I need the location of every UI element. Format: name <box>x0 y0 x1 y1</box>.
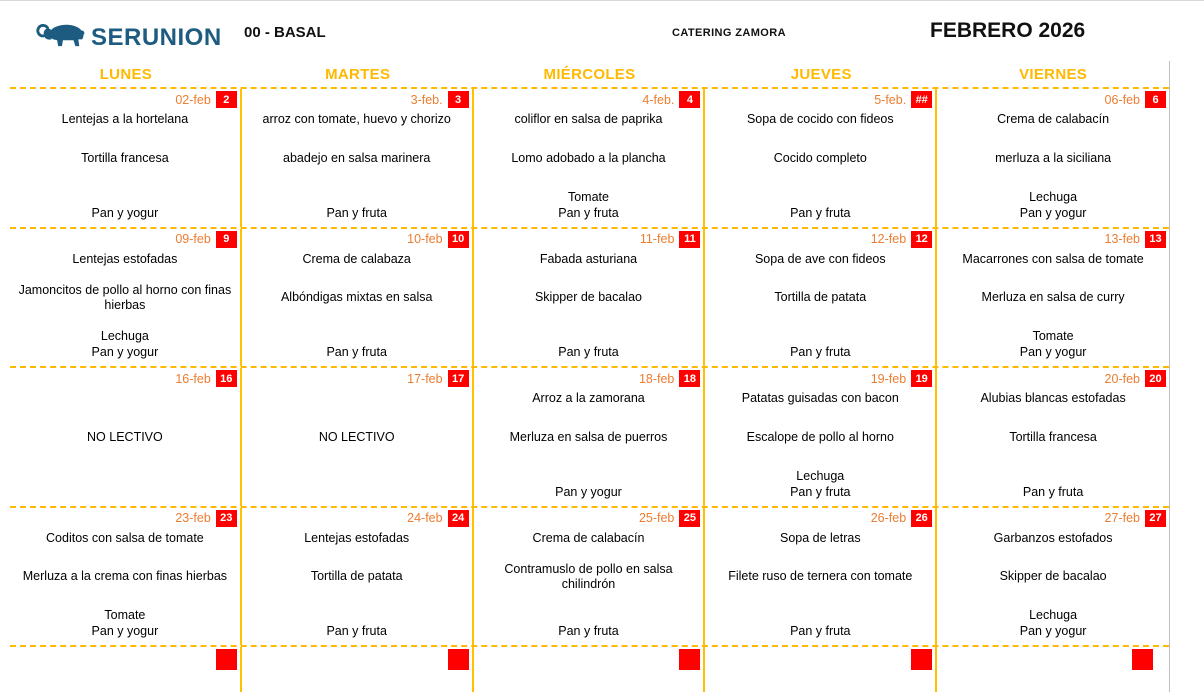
menu-item-dessert: Pan y yogur <box>91 345 159 359</box>
day-number-badge: 16 <box>216 370 237 387</box>
menu-items <box>941 112 1165 222</box>
menu-items <box>478 391 700 501</box>
menu-item-dessert: Pan y yogur <box>91 205 159 220</box>
menu-item-first: Crema de calabacín <box>532 530 645 545</box>
weekday-header-row <box>10 63 1169 89</box>
menu-item-garnish <box>478 608 700 624</box>
date-line <box>407 370 468 387</box>
menu-item-second: Filete ruso de ternera con tomate <box>728 569 913 584</box>
day-cell <box>242 508 474 646</box>
footer-cell <box>474 647 706 692</box>
menu-item-dessert: Pan y fruta <box>558 624 619 638</box>
menu-items <box>14 391 236 501</box>
menu-items <box>246 391 468 501</box>
menu-item-first: Fabada asturiana <box>539 251 638 266</box>
weekday-monday: LUNES <box>99 66 153 83</box>
day-cell <box>10 508 242 646</box>
day-number-badge: 27 <box>1145 510 1166 527</box>
menu-item-second: Contramuslo de pollo en salsa chilindrón <box>504 561 673 592</box>
menu-item-garnish <box>478 469 700 485</box>
menu-item-garnish <box>709 608 931 624</box>
week-row <box>10 229 1169 369</box>
menu-item-first: Sopa de cocido con fideos <box>746 112 894 126</box>
day-number-badge: 17 <box>448 370 469 387</box>
cell-date: 12-feb <box>870 232 907 246</box>
day-cell <box>937 508 1169 646</box>
week-row <box>10 89 1169 229</box>
menu-items <box>709 391 931 501</box>
day-cell <box>10 368 242 506</box>
day-cell <box>242 229 474 367</box>
cell-date: 24-feb <box>407 511 443 525</box>
date-line <box>175 370 236 387</box>
menu-item-dessert <box>14 485 236 501</box>
menu-item-dessert: Pan y fruta <box>326 624 387 638</box>
menu-items <box>246 252 468 362</box>
menu-item-dessert: Pan y yogur <box>1019 624 1087 638</box>
menu-item-first: Sopa de letras <box>779 530 861 545</box>
menu-item-garnish: Tomate <box>567 189 609 204</box>
day-number-badge: 13 <box>1145 231 1166 248</box>
menu-item-garnish: Lechuga <box>1029 608 1078 622</box>
day-number-badge: ## <box>911 91 932 108</box>
cell-date: 4-feb. <box>642 92 675 107</box>
date-line <box>639 510 700 527</box>
footer-marker-row <box>10 647 1169 692</box>
day-cell <box>937 229 1169 367</box>
day-number-badge: 10 <box>448 231 469 248</box>
menu-item-garnish <box>941 469 1165 485</box>
menu-item-first: Patatas guisadas con bacon <box>741 391 899 405</box>
weekday-wednesday: MIÉRCOLES <box>543 66 636 83</box>
day-number-badge: 2 <box>216 91 237 108</box>
menu-item-first: Lentejas a la hortelana <box>61 112 189 126</box>
day-number-badge: 25 <box>679 510 700 527</box>
menu-item-second: NO LECTIVO <box>318 429 395 444</box>
day-number-badge: 12 <box>911 231 932 248</box>
day-number-badge: 11 <box>679 231 700 248</box>
day-number-badge: 23 <box>216 510 237 527</box>
menu-items <box>14 252 236 362</box>
day-number-badge: 6 <box>1145 91 1166 108</box>
weekday-friday: VIERNES <box>1019 66 1088 83</box>
menu-item-garnish <box>14 469 236 485</box>
red-marker-square <box>679 649 700 670</box>
menu-item-second: abadejo en salsa marinera <box>283 150 431 165</box>
cell-date: 13-feb <box>1104 232 1140 246</box>
red-marker-square <box>1132 649 1153 670</box>
menu-item-second: Merluza a la crema con finas hierbas <box>22 569 228 584</box>
menu-item-garnish: Lechuga <box>796 468 845 483</box>
cell-date: 10-feb <box>407 232 443 246</box>
cell-date: 3-feb. <box>410 92 443 107</box>
menu-items <box>709 112 931 222</box>
menu-items <box>941 391 1165 501</box>
cell-date: 25-feb <box>638 511 675 525</box>
menu-item-garnish <box>709 190 931 206</box>
date-line <box>1105 510 1166 527</box>
menu-item-dessert: Pan y fruta <box>326 345 387 359</box>
menu-item-second: Merluza en salsa de curry <box>981 290 1125 305</box>
week-row <box>10 508 1169 648</box>
menu-item-dessert: Pan y fruta <box>1022 484 1084 499</box>
cell-date: 09-feb <box>175 232 211 246</box>
menu-item-garnish <box>709 329 931 345</box>
menu-item-first: Coditos con salsa de tomate <box>46 530 204 545</box>
serunion-logo <box>36 19 222 57</box>
day-cell <box>474 229 706 367</box>
day-cell <box>705 368 937 506</box>
menu-item-first: Sopa de ave con fideos <box>754 251 886 266</box>
day-cell <box>705 229 937 367</box>
day-number-badge: 18 <box>679 370 700 387</box>
date-line <box>175 510 236 527</box>
day-cell <box>705 89 937 227</box>
day-cell <box>937 89 1169 227</box>
menu-item-first: coliflor en salsa de paprika <box>514 112 663 126</box>
menu-items <box>709 252 931 362</box>
date-line <box>1105 370 1166 387</box>
day-number-badge: 20 <box>1145 370 1166 387</box>
month-title: FEBRERO 2026 <box>930 19 1086 42</box>
menu-item-garnish <box>478 329 700 345</box>
cell-date: 19-feb <box>870 371 907 386</box>
weeks-container <box>10 89 1169 647</box>
menu-item-first: Alubias blancas estofadas <box>980 391 1126 405</box>
menu-item-first: Lentejas estofadas <box>304 530 410 545</box>
menu-item-garnish: Tomate <box>1032 329 1074 343</box>
date-line <box>411 91 469 108</box>
menu-item-second: Escalope de pollo al horno <box>746 429 894 444</box>
date-line <box>175 231 236 248</box>
menu-item-second: Tortilla francesa <box>1009 429 1097 444</box>
date-line <box>407 510 468 527</box>
footer-cell <box>242 647 474 692</box>
cell-date: 23-feb <box>175 511 211 525</box>
date-line <box>639 370 700 387</box>
menu-item-second: Skipper de bacalao <box>534 290 642 305</box>
menu-items <box>941 252 1165 362</box>
date-line <box>642 91 700 108</box>
menu-item-first: Arroz a la zamorana <box>532 391 645 405</box>
menu-items <box>941 531 1165 641</box>
footer-cell <box>10 647 242 692</box>
menu-items <box>478 531 700 641</box>
cell-date: 02-feb <box>175 92 211 107</box>
menu-item-first: Lentejas estofadas <box>72 251 178 266</box>
menu-item-garnish: Lechuga <box>1029 189 1078 204</box>
day-cell <box>10 229 242 367</box>
date-line <box>871 510 932 527</box>
menu-item-first <box>14 391 236 407</box>
cell-date: 11-feb <box>639 232 675 246</box>
menu-item-second: Tortilla de patata <box>310 569 403 584</box>
cell-date: 5-feb. <box>874 92 907 107</box>
cell-date: 18-feb <box>638 371 675 386</box>
menu-item-garnish <box>246 329 468 345</box>
menu-items <box>709 531 931 641</box>
menu-item-second: Jamoncitos de pollo al horno con finas hierbas <box>18 282 232 313</box>
day-number-badge: 24 <box>448 510 469 527</box>
menu-item-dessert: Pan y yogur <box>1019 205 1087 220</box>
catering-site-label: CATERING ZAMORA <box>672 27 786 39</box>
menu-item-dessert: Pan y fruta <box>790 345 851 359</box>
date-line <box>874 91 932 108</box>
menu-item-dessert: Pan y fruta <box>790 624 851 638</box>
cell-date: 20-feb <box>1104 371 1140 386</box>
cell-date: 17-feb <box>407 371 443 386</box>
menu-grid <box>10 63 1169 692</box>
menu-items <box>478 112 700 222</box>
date-line <box>407 231 468 248</box>
cell-date: 16-feb <box>175 371 211 386</box>
bull-icon <box>36 19 86 57</box>
menu-item-garnish: Lechuga <box>100 329 149 343</box>
day-cell <box>937 368 1169 506</box>
print-area-edge-line <box>1169 61 1170 692</box>
menu-item-second: Lomo adobado a la plancha <box>511 150 666 165</box>
menu-item-second: NO LECTIVO <box>87 429 163 444</box>
menu-item-garnish: Tomate <box>104 608 146 622</box>
red-marker-square <box>911 649 932 670</box>
day-cell <box>10 89 242 227</box>
day-cell <box>474 89 706 227</box>
date-line <box>871 370 932 387</box>
menu-item-second: Tortilla francesa <box>81 150 169 165</box>
day-number-badge: 9 <box>216 231 237 248</box>
weekday-thursday: JUEVES <box>790 66 852 83</box>
date-line <box>871 231 932 248</box>
menu-item-dessert <box>246 485 468 501</box>
footer-cell <box>705 647 937 692</box>
menu-item-garnish <box>246 608 468 624</box>
menu-item-second: Albóndigas mixtas en salsa <box>280 290 433 305</box>
menu-item-dessert: Pan y fruta <box>326 205 387 220</box>
day-cell <box>474 508 706 646</box>
menu-items <box>246 112 468 222</box>
day-cell <box>242 368 474 506</box>
date-line <box>1105 231 1166 248</box>
menu-type-title: 00 - BASAL <box>244 24 326 41</box>
menu-item-dessert: Pan y fruta <box>790 484 851 499</box>
red-marker-square <box>448 649 469 670</box>
cell-date: 06-feb <box>1104 92 1140 107</box>
date-line <box>1105 91 1166 108</box>
menu-item-second: Tortilla de patata <box>774 290 867 305</box>
day-cell <box>474 368 706 506</box>
cell-date: 27-feb <box>1104 511 1140 525</box>
menu-item-dessert: Pan y yogur <box>91 624 159 638</box>
menu-item-second: Merluza en salsa de puerros <box>509 429 668 444</box>
menu-item-second: Skipper de bacalao <box>999 569 1107 584</box>
menu-item-first: Crema de calabaza <box>302 251 411 266</box>
menu-item-dessert: Pan y yogur <box>555 484 622 499</box>
menu-item-dessert: Pan y fruta <box>790 205 851 220</box>
cell-date: 26-feb <box>870 511 907 525</box>
menu-items <box>246 531 468 641</box>
red-marker-square <box>216 649 237 670</box>
menu-item-second: Cocido completo <box>773 150 867 165</box>
menu-item-first: Macarrones con salsa de tomate <box>962 251 1144 266</box>
day-cell <box>242 89 474 227</box>
menu-item-garnish <box>246 469 468 485</box>
date-line <box>640 231 701 248</box>
menu-item-dessert: Pan y yogur <box>1019 345 1087 359</box>
menu-item-first: arroz con tomate, huevo y chorizo <box>262 112 451 126</box>
menu-items <box>478 252 700 362</box>
day-number-badge: 26 <box>911 510 932 527</box>
menu-item-garnish <box>246 190 468 206</box>
menu-item-first <box>246 391 468 407</box>
menu-item-first: Garbanzos estofados <box>993 530 1113 545</box>
weekday-tuesday: MARTES <box>325 66 391 83</box>
menu-items <box>14 531 236 641</box>
day-number-badge: 4 <box>679 91 700 108</box>
menu-items <box>14 112 236 222</box>
menu-item-first: Crema de calabacín <box>997 112 1110 126</box>
day-cell <box>705 508 937 646</box>
menu-item-second: merluza a la siciliana <box>995 150 1112 165</box>
footer-cell <box>937 647 1169 692</box>
week-row <box>10 368 1169 508</box>
menu-item-garnish <box>14 190 236 206</box>
logo-wordmark: SERUNION <box>91 24 222 51</box>
date-line <box>175 91 236 108</box>
menu-item-dessert: Pan y fruta <box>558 205 619 220</box>
day-number-badge: 3 <box>448 91 469 108</box>
day-number-badge: 19 <box>911 370 932 387</box>
menu-item-dessert: Pan y fruta <box>558 345 619 359</box>
